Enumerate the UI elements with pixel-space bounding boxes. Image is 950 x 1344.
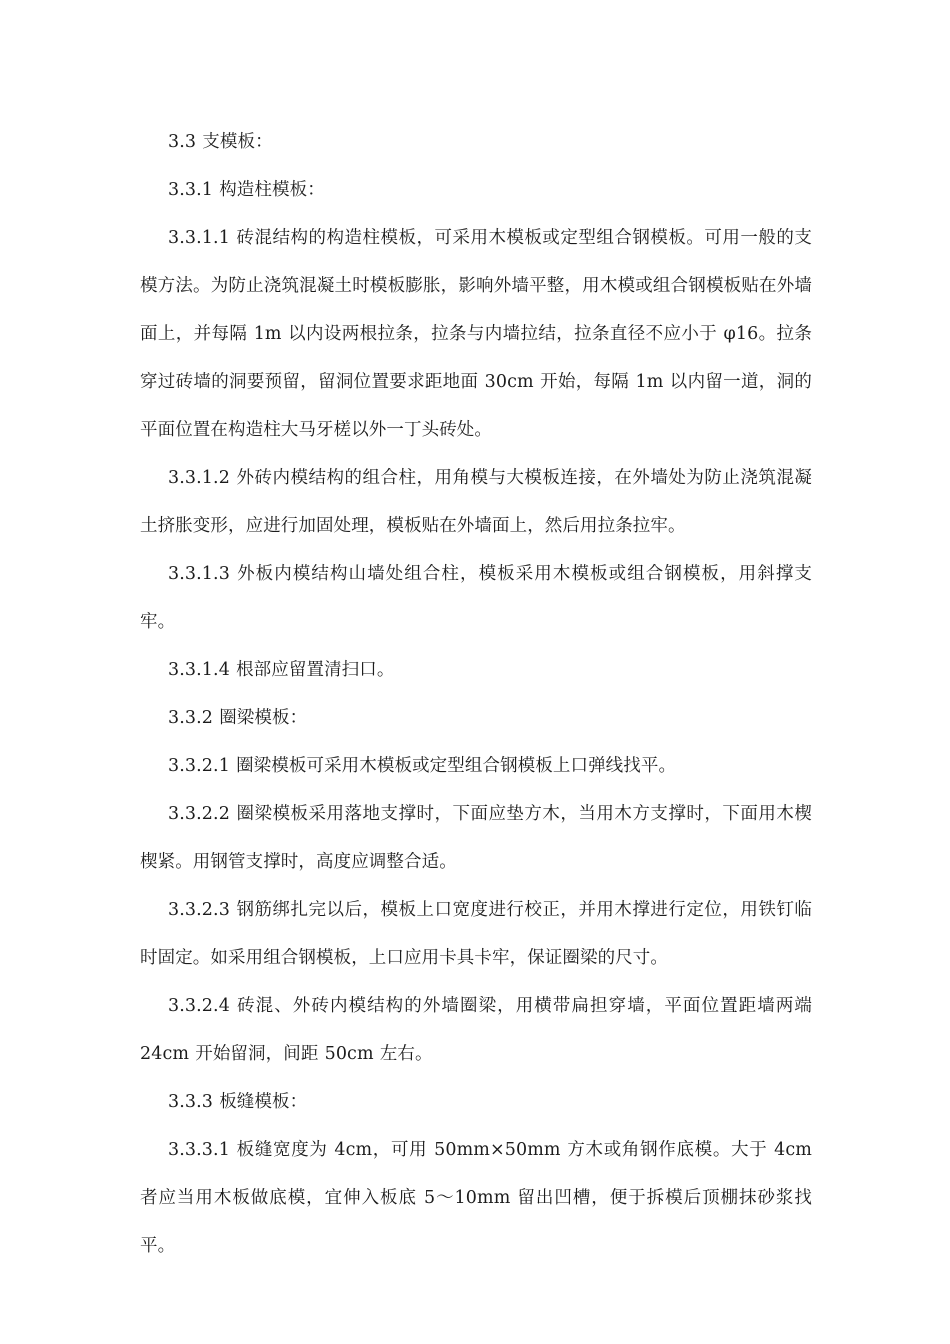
paragraph-3-3-1-2: 3.3.1.2 外砖内模结构的组合柱，用角模与大模板连接，在外墙处为防止浇筑混凝土挤胀变形，应进行加固处理，模板贴在外墙面上，然后用拉条拉牢。 <box>140 468 812 536</box>
section-heading-3-3-2: 3.3.2 圈梁模板： <box>168 708 308 728</box>
paragraph-3-3-2-1: 3.3.2.1 圈梁模板可采用木模板或定型组合钢模板上口弹线找平。 <box>168 756 677 776</box>
section-heading-3-3: 3.3 支模板： <box>168 132 273 152</box>
paragraph-3-3-1-3: 3.3.1.3 外板内模结构山墙处组合柱，模板采用木模板或组合钢模板，用斜撑支牢。 <box>140 564 812 632</box>
document-body <box>140 118 812 1270</box>
paragraph-3-3-1-1: 3.3.1.1 砖混结构的构造柱模板，可采用木模板或定型组合钢模板。可用一般的支模方法。为防止浇筑混凝土时模板膨胀，影响外墙平整，用木模或组合钢模板贴在外墙面上，并每隔 1m 以内设两根拉条，拉条与内墙拉结，拉条直径不应小于 φ16。拉条穿过砖墙的洞要预留，留洞位置要求距地面 30cm 开始，每隔 1m 以内留一道，洞的平面位置在构造柱大马牙槎以外一丁头砖处。 <box>140 228 812 440</box>
paragraph-3-3-2-4: 3.3.2.4 砖混、外砖内模结构的外墙圈梁，用横带扁担穿墙，平面位置距墙两端 24cm 开始留洞，间距 50cm 左右。 <box>140 996 812 1064</box>
paragraph-3-3-3-1: 3.3.3.1 板缝宽度为 4cm，可用 50mm×50mm 方木或角钢作底模。大于 4cm 者应当用木板做底模，宜伸入板底 5〜10mm 留出凹槽，便于拆模后顶棚抹砂浆找平。 <box>140 1140 812 1256</box>
paragraph-3-3-1-4: 3.3.1.4 根部应留置清扫口。 <box>168 660 395 680</box>
paragraph-3-3-2-2: 3.3.2.2 圈梁模板采用落地支撑时，下面应垫方木，当用木方支撑时，下面用木楔楔紧。用钢管支撑时，高度应调整合适。 <box>140 804 812 872</box>
section-heading-3-3-3: 3.3.3 板缝模板： <box>168 1092 308 1112</box>
paragraph-3-3-2-3: 3.3.2.3 钢筋绑扎完以后，模板上口宽度进行校正，并用木撑进行定位，用铁钉临时固定。如采用组合钢模板，上口应用卡具卡牢，保证圈梁的尺寸。 <box>140 900 812 968</box>
section-heading-3-3-1: 3.3.1 构造柱模板： <box>168 180 325 200</box>
